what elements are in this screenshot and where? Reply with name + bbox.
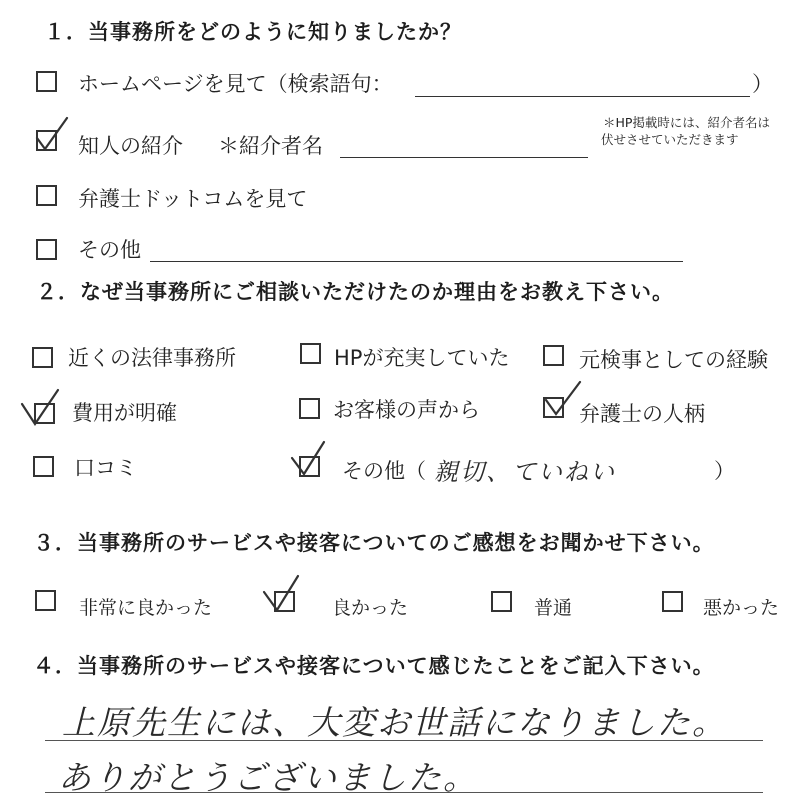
- q2-other-handwritten: 親切、ていねい: [434, 458, 616, 486]
- q4-writing-line-2[interactable]: [45, 792, 763, 793]
- q2-customer-voice-checkbox[interactable]: [299, 398, 320, 419]
- q1-referrer-name-line[interactable]: [340, 157, 588, 158]
- q1-other-label: その他: [78, 238, 141, 262]
- q2-other-close-paren: ）: [714, 459, 735, 483]
- q4-handwritten-line-1: 上原先生には、大変お世話になりました。: [62, 703, 727, 742]
- q2-title: ２．なぜ当事務所にご相談いただけたのか理由をお教え下さい。: [36, 280, 674, 304]
- q1-other-checkbox[interactable]: [36, 239, 57, 260]
- q1-other-line[interactable]: [150, 261, 683, 262]
- q2-clear-fee-label: 費用が明確: [72, 401, 177, 425]
- q2-other-checkmark-icon: [288, 438, 332, 482]
- q1-privacy-note-2: 伏せさせていただきます: [601, 132, 739, 147]
- q2-ex-prosecutor-checkbox[interactable]: [543, 345, 564, 366]
- q3-normal-checkbox[interactable]: [491, 591, 512, 612]
- q1-homepage-label: ホームページを見て（検索語句：: [78, 72, 393, 96]
- q1-bengoshi-dotcom-checkbox[interactable]: [36, 185, 57, 206]
- q1-referral-label: 知人の紹介: [78, 134, 183, 158]
- q1-referrer-name-label: ＊紹介者名: [218, 134, 323, 158]
- q1-bengoshi-dotcom-label: 弁護士ドットコムを見て: [78, 187, 308, 211]
- q2-personality-label: 弁護士の人柄: [579, 402, 705, 426]
- q3-good-label: 良かった: [332, 597, 409, 619]
- q2-word-of-mouth-label: 口コミ: [74, 456, 137, 480]
- q1-referral-checkmark-icon: [33, 114, 73, 156]
- q1-homepage-checkbox[interactable]: [36, 71, 57, 92]
- q1-privacy-note-1: ＊HP掲載時には、紹介者名は: [603, 115, 770, 130]
- q4-title: ４．当事務所のサービスや接客について感じたことをご記入下さい。: [33, 654, 715, 678]
- q4-handwritten-line-2: ありがとうございました。: [58, 758, 478, 797]
- q2-hp-rich-label: HPが充実していた: [334, 346, 510, 370]
- q2-clear-fee-checkmark-icon: [18, 384, 64, 428]
- q1-homepage-close-paren: ）: [752, 72, 773, 96]
- q2-customer-voice-label: お客様の声から: [333, 398, 480, 422]
- q3-normal-label: 普通: [534, 597, 573, 619]
- q4-writing-line-1[interactable]: [45, 740, 763, 741]
- q3-very-good-checkbox[interactable]: [35, 590, 56, 611]
- q1-title: １．当事務所をどのように知りましたか？: [44, 20, 462, 44]
- q2-nearby-label: 近くの法律事務所: [68, 346, 236, 370]
- q2-ex-prosecutor-label: 元検事としての経験: [579, 348, 768, 372]
- q3-very-good-label: 非常に良かった: [79, 597, 213, 619]
- q3-title: ３．当事務所のサービスや接客についてのご感想をお聞かせ下さい。: [33, 531, 715, 555]
- q3-good-checkmark-icon: [260, 572, 304, 616]
- q2-other-label: その他（: [342, 459, 426, 483]
- q3-bad-label: 悪かった: [703, 597, 780, 619]
- q1-search-term-line[interactable]: [415, 96, 750, 97]
- q2-word-of-mouth-checkbox[interactable]: [33, 456, 54, 477]
- q2-hp-rich-checkbox[interactable]: [300, 343, 321, 364]
- q3-bad-checkbox[interactable]: [662, 591, 683, 612]
- q2-nearby-checkbox[interactable]: [32, 347, 53, 368]
